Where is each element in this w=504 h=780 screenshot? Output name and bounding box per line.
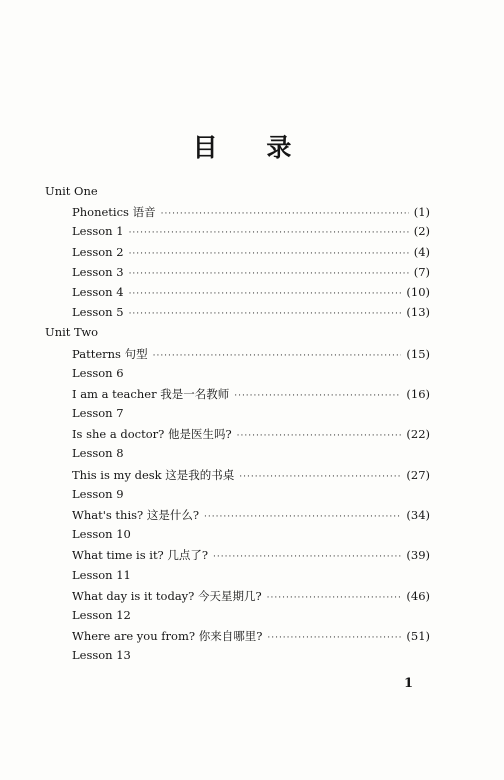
entry-page-number: (34): [406, 508, 430, 522]
toc-entry[interactable]: [0, 202, 504, 222]
toc-entry[interactable]: [0, 263, 504, 283]
toc-entry-line: [72, 467, 430, 483]
entry-label: Phonetics 语音: [72, 205, 156, 220]
dot-leader: [129, 309, 402, 319]
dot-leader: [129, 289, 402, 299]
toc-entry[interactable]: [0, 646, 504, 666]
toc-entry[interactable]: [0, 586, 504, 606]
unit-heading: Unit Two: [45, 325, 99, 340]
toc-entry[interactable]: [0, 364, 504, 384]
entry-label: Lesson 7: [72, 406, 124, 421]
toc-entry-line: [72, 265, 430, 279]
toc-entry-line: [72, 305, 430, 319]
toc-entry[interactable]: [0, 243, 504, 263]
entry-label: Lesson 13: [72, 648, 131, 663]
page-title: 目 录: [192, 133, 312, 162]
toc-entry[interactable]: [0, 545, 504, 565]
dot-leader: [204, 512, 401, 522]
entry-page-number: (16): [406, 386, 430, 401]
entry-label: Lesson 3: [72, 264, 124, 279]
toc-entry-line: [72, 285, 430, 299]
toc-entry[interactable]: [0, 283, 504, 303]
toc-entry[interactable]: [0, 444, 504, 464]
dot-leader: [267, 593, 402, 603]
entry-label: Is she a doctor? 他是医生吗?: [72, 427, 232, 442]
entry-page-number: (27): [406, 467, 430, 482]
toc-entry[interactable]: [0, 424, 504, 444]
toc-entry-line: [72, 588, 430, 604]
toc-entry[interactable]: [0, 505, 504, 525]
entry-page-number: (51): [406, 629, 430, 644]
toc-entry[interactable]: [0, 606, 504, 626]
dot-leader: [129, 249, 409, 259]
dot-leader: [129, 228, 409, 238]
page-number: 1: [404, 676, 414, 691]
entry-label: Lesson 4: [72, 284, 124, 299]
entry-page-number: (1): [413, 205, 430, 220]
entry-page-number: (7): [413, 264, 430, 279]
entry-label: This is my desk 这是我的书桌: [72, 467, 235, 482]
dot-leader: [153, 351, 402, 361]
toc-entry-line: [72, 628, 430, 644]
entry-label: Lesson 8: [72, 446, 124, 461]
dot-leader: [237, 431, 402, 441]
entry-label: What's this? 这是什么?: [72, 508, 200, 522]
entry-label: Lesson 6: [72, 365, 124, 380]
toc-unit-row: [0, 323, 504, 343]
toc-entry-line: [72, 426, 430, 442]
toc-entry-line: [72, 245, 430, 259]
dot-leader: [239, 472, 401, 482]
dot-leader: [213, 552, 401, 562]
toc-entry[interactable]: [0, 566, 504, 586]
entry-page-number: (39): [406, 548, 430, 563]
entry-label: Lesson 12: [72, 607, 131, 622]
entry-label: What day is it today? 今天星期几?: [72, 588, 262, 603]
toc-entry[interactable]: [0, 384, 504, 404]
toc-entry-line: [72, 547, 430, 563]
entry-label: What time is it? 几点了?: [72, 548, 209, 563]
entry-label: Lesson 10: [72, 527, 131, 542]
entry-label: Lesson 2: [72, 244, 124, 259]
dot-leader: [161, 209, 409, 219]
entry-page-number: (10): [406, 284, 430, 299]
toc-entry-line: [72, 507, 430, 523]
dot-leader: [234, 391, 401, 401]
entry-page-number: (22): [406, 427, 430, 442]
entry-label: Lesson 9: [72, 486, 124, 501]
dot-leader: [267, 633, 401, 643]
toc-entry-line: [72, 346, 430, 362]
entry-page-number: (15): [406, 346, 430, 361]
toc-entry[interactable]: [0, 303, 504, 323]
entry-page-number: (2): [413, 224, 430, 239]
toc-unit-row: [0, 182, 504, 202]
entry-page-number: (4): [413, 244, 430, 259]
toc-entry[interactable]: [0, 404, 504, 424]
toc-entry-line: [72, 224, 430, 238]
toc-entry[interactable]: [0, 626, 504, 646]
entry-label: Patterns 句型: [72, 346, 148, 361]
table-of-contents: [0, 182, 504, 667]
entry-label: Where are you from? 你来自哪里?: [72, 629, 263, 644]
entry-label: Lesson 1: [72, 224, 124, 239]
toc-entry-line: [72, 386, 430, 402]
toc-entry[interactable]: [0, 465, 504, 485]
entry-label: Lesson 5: [72, 305, 124, 320]
entry-page-number: (13): [406, 305, 430, 320]
entry-page-number: (46): [406, 588, 430, 603]
toc-entry[interactable]: [0, 525, 504, 545]
unit-heading: Unit One: [45, 184, 98, 198]
entry-label: I am a teacher 我是一名教师: [72, 386, 230, 401]
toc-entry-line: [72, 204, 430, 220]
entry-label: Lesson 11: [72, 567, 131, 582]
toc-entry[interactable]: [0, 485, 504, 505]
toc-entry[interactable]: [0, 344, 504, 364]
toc-entry[interactable]: [0, 222, 504, 242]
dot-leader: [129, 269, 409, 279]
